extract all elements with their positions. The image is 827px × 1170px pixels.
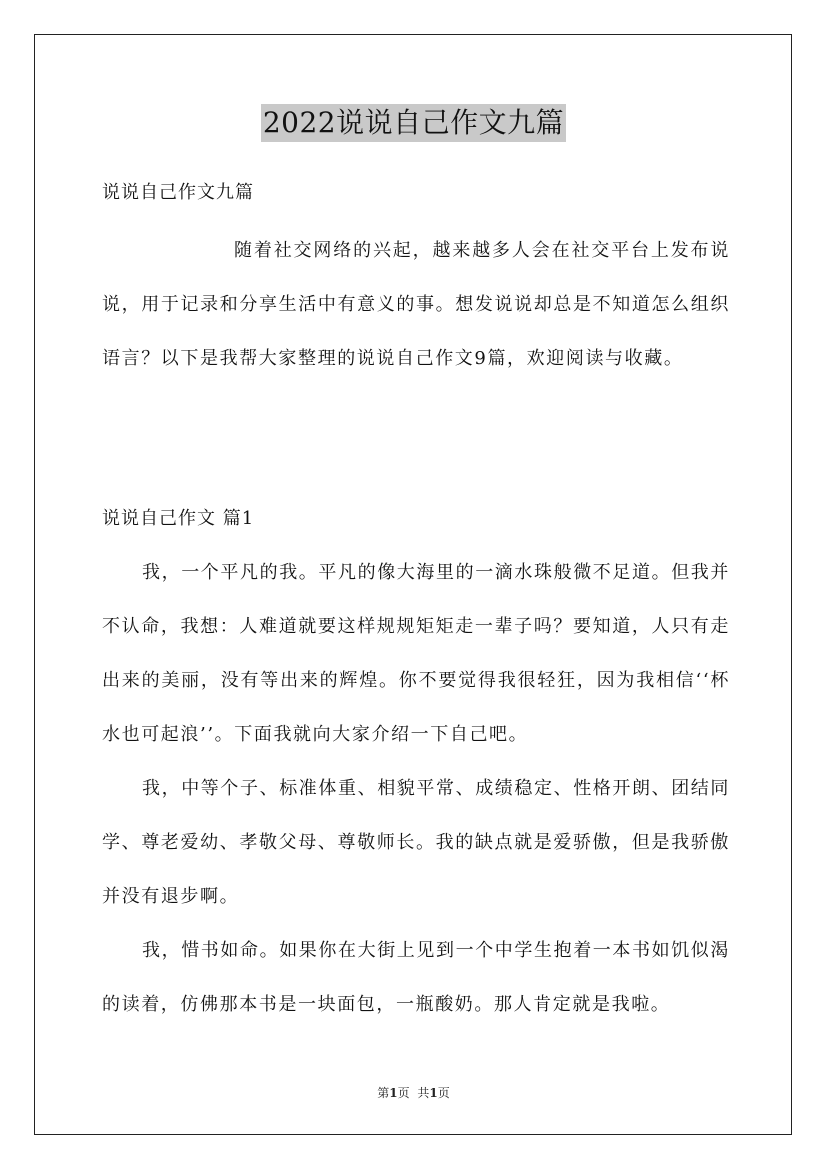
document-subtitle: 说说自己作文九篇 [102,182,254,203]
page-number: 1 [389,1086,398,1100]
total-suffix: 页 [437,1086,450,1100]
body-paragraph-1: 我，一个平凡的我。平凡的像大海里的一滴水珠般微不足道。但我并不认命，我想：人难道就要这样规规矩矩走一辈子吗？要知道，人只有走出来的美丽，没有等出来的辉煌。你不要觉得我很轻狂，因为我相信‘‘杯水也可起浪’’。下面我就向大家介绍一下自己吧。 [102,562,730,745]
page-footer [0,1084,827,1101]
section-body [102,546,730,1032]
section-heading: 说说自己作文 篇1 [102,508,255,529]
title-container [0,104,827,142]
total-prefix: 共 [417,1086,430,1100]
total-pages: 1 [429,1086,438,1100]
body-paragraph-2: 我，中等个子、标准体重、相貌平常、成绩稳定、性格开朗、团结同学、尊老爱幼、孝敬父母、尊敬师长。我的缺点就是爱骄傲，但是我骄傲并没有退步啊。 [102,778,730,907]
document-title: 2022说说自己作文九篇 [261,104,566,142]
intro-paragraph: 随着社交网络的兴起，越来越多人会在社交平台上发布说说，用于记录和分享生活中有意义的事。想发说说却总是不知道怎么组织语言？以下是我帮大家整理的说说自己作文9篇，欢迎阅读与收藏。 [102,240,730,369]
page-suffix: 页 [397,1086,410,1100]
body-paragraph-3: 我，惜书如命。如果你在大街上见到一个中学生抱着一本书如饥似渴的读着，仿佛那本书是一块面包，一瓶酸奶。那人肯定就是我啦。 [102,940,730,1015]
page-prefix: 第 [377,1086,390,1100]
